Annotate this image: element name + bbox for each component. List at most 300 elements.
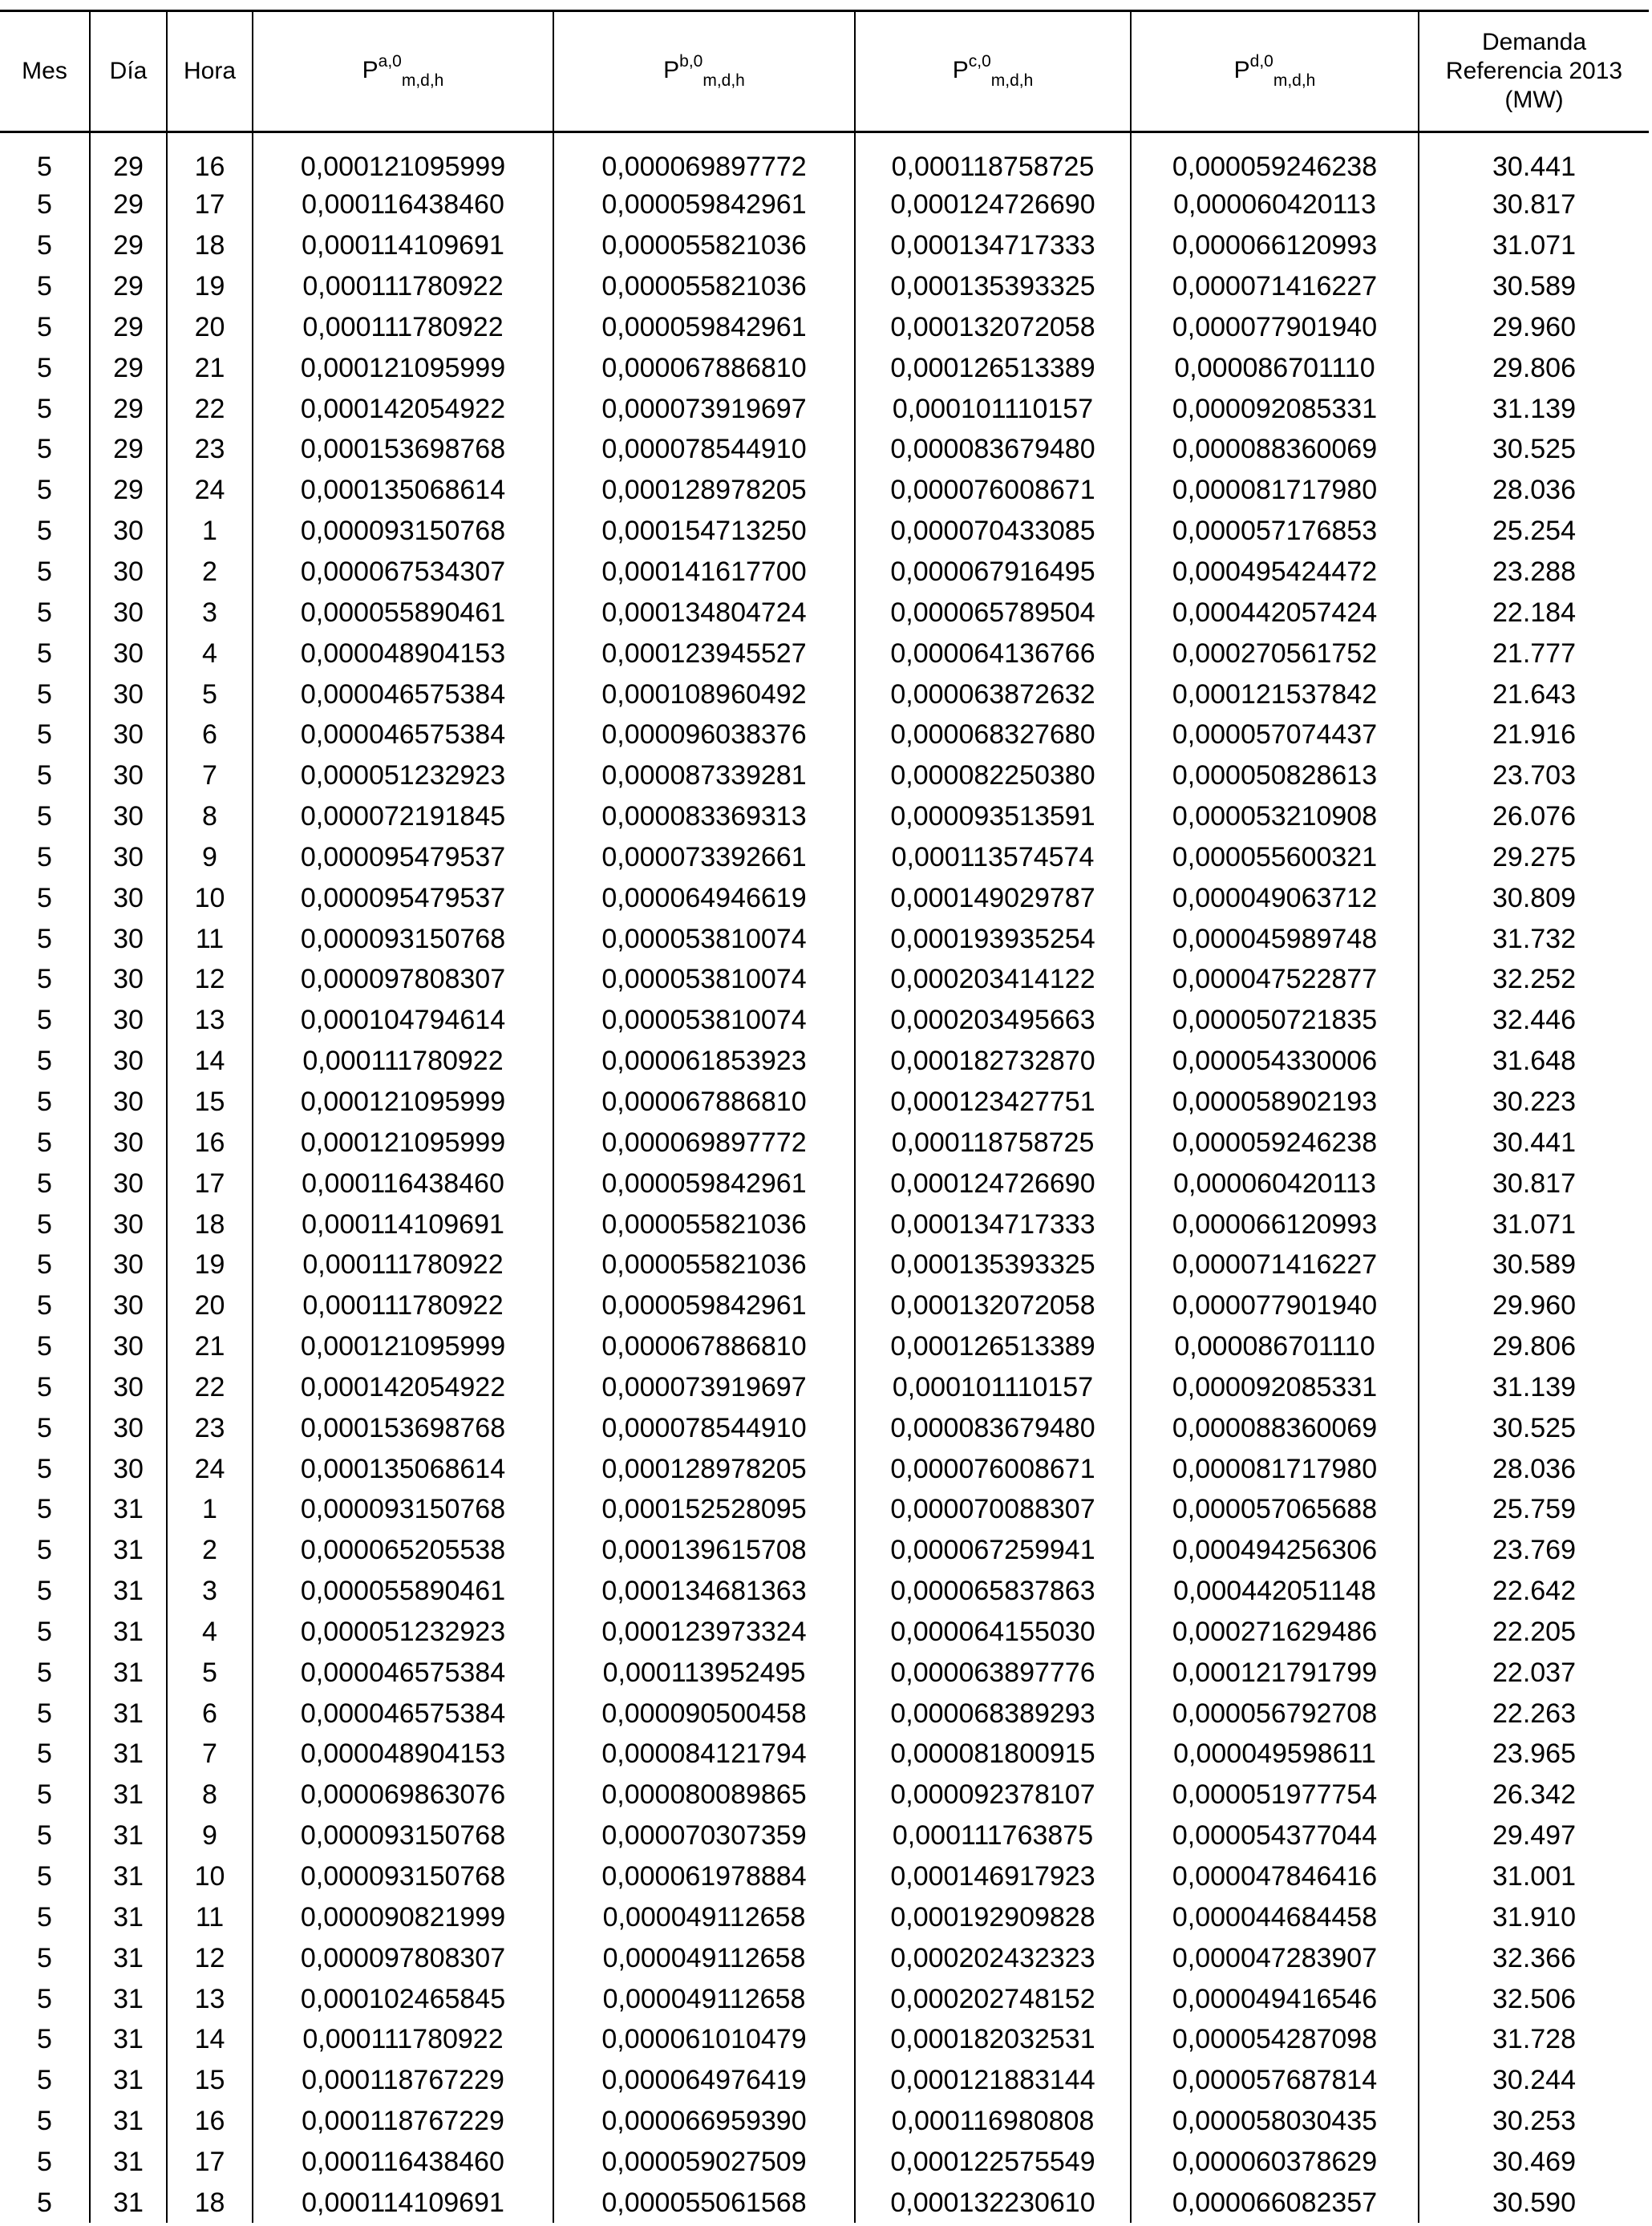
pa-cell: 0,000142054922 xyxy=(253,1366,553,1407)
table-row xyxy=(0,2182,1649,2223)
pb-cell: 0,000059842961 xyxy=(553,184,855,225)
demanda-cell: 32.446 xyxy=(1419,1000,1649,1041)
mes-cell: 5 xyxy=(37,1942,52,1973)
pd-cell: 0,000049598611 xyxy=(1131,1734,1419,1775)
pa-cell: 0,000114109691 xyxy=(253,2182,553,2223)
pc-cell: 0,000101110157 xyxy=(855,388,1131,429)
table-row xyxy=(0,1612,1649,1653)
mes-cell: 5 xyxy=(37,1005,52,1036)
pb-cell: 0,000067886810 xyxy=(553,1082,855,1123)
dia-cell: 30 xyxy=(90,552,167,593)
pa-cell: 0,000093150768 xyxy=(253,511,553,552)
pc-cell: 0,000081800915 xyxy=(855,1734,1131,1775)
demanda-cell: 30.253 xyxy=(1419,2101,1649,2142)
mes-cell: 5 xyxy=(37,882,52,913)
pa-cell: 0,000046575384 xyxy=(253,1693,553,1734)
table-row xyxy=(0,1693,1649,1734)
dia-cell: 30 xyxy=(90,1448,167,1489)
dia-cell: 30 xyxy=(90,755,167,796)
pa-cell: 0,000055890461 xyxy=(253,592,553,633)
demanda-cell: 29.806 xyxy=(1419,347,1649,388)
pd-cell: 0,000092085331 xyxy=(1131,1366,1419,1407)
demanda-cell: 32.506 xyxy=(1419,1978,1649,2019)
pc-cell: 0,000076008671 xyxy=(855,470,1131,511)
table-row xyxy=(0,429,1649,470)
pb-cell: 0,000139615708 xyxy=(553,1530,855,1571)
demanda-cell: 22.037 xyxy=(1419,1652,1649,1693)
demanda-cell: 31.648 xyxy=(1419,1041,1649,1082)
dia-cell: 31 xyxy=(90,1978,167,2019)
hora-cell: 21 xyxy=(167,1326,253,1367)
pb-cell: 0,000059842961 xyxy=(553,1163,855,1204)
pa-cell: 0,000048904153 xyxy=(253,633,553,674)
pc-cell: 0,000182032531 xyxy=(855,2019,1131,2060)
hora-cell: 5 xyxy=(167,1652,253,1693)
mes-cell: 5 xyxy=(37,1331,52,1362)
pa-cell: 0,000093150768 xyxy=(253,1489,553,1530)
pa-cell: 0,000065205538 xyxy=(253,1530,553,1571)
pb-cell: 0,000067886810 xyxy=(553,347,855,388)
pc-cell: 0,000064155030 xyxy=(855,1612,1131,1653)
pb-cell: 0,000123945527 xyxy=(553,633,855,674)
pc-cell: 0,000093513591 xyxy=(855,796,1131,837)
pd-cell: 0,000077901940 xyxy=(1131,307,1419,348)
mes-cell: 5 xyxy=(37,1127,52,1158)
table-row xyxy=(0,1937,1649,1978)
pa-cell: 0,000111780922 xyxy=(253,1245,553,1285)
pd-cell: 0,000059246238 xyxy=(1131,132,1419,185)
header-pa: P$^{a,0}_{m,d,h}$ xyxy=(253,11,553,132)
pc-cell: 0,000068327680 xyxy=(855,714,1131,755)
pb-cell: 0,000064976419 xyxy=(553,2060,855,2101)
dia-cell: 30 xyxy=(90,633,167,674)
pa-cell: 0,000102465845 xyxy=(253,1978,553,2019)
pc-cell: 0,000203414122 xyxy=(855,959,1131,1000)
demanda-cell: 32.366 xyxy=(1419,1937,1649,1978)
pc-cell: 0,000076008671 xyxy=(855,1448,1131,1489)
hora-cell: 18 xyxy=(167,225,253,266)
dia-cell: 29 xyxy=(90,184,167,225)
dia-cell: 30 xyxy=(90,714,167,755)
pa-cell: 0,000135068614 xyxy=(253,1448,553,1489)
demanda-cell: 25.254 xyxy=(1419,511,1649,552)
mes-cell: 5 xyxy=(37,475,52,506)
hora-cell: 10 xyxy=(167,877,253,918)
dia-cell: 31 xyxy=(90,1734,167,1775)
pd-cell: 0,000121791799 xyxy=(1131,1652,1419,1693)
pc-cell: 0,000124726690 xyxy=(855,1163,1131,1204)
demanda-cell: 31.071 xyxy=(1419,1204,1649,1245)
mes-cell: 5 xyxy=(37,1290,52,1321)
hora-cell: 18 xyxy=(167,1204,253,1245)
table-row xyxy=(0,388,1649,429)
pb-cell: 0,000061978884 xyxy=(553,1856,855,1897)
pa-cell: 0,000095479537 xyxy=(253,837,553,878)
pc-cell: 0,000122575549 xyxy=(855,2142,1131,2183)
pb-cell: 0,000055061568 xyxy=(553,2182,855,2223)
pa-cell: 0,000114109691 xyxy=(253,1204,553,1245)
hora-cell: 14 xyxy=(167,2019,253,2060)
mes-cell: 5 xyxy=(37,1371,52,1402)
hora-cell: 24 xyxy=(167,1448,253,1489)
table-row xyxy=(0,1530,1649,1571)
table-row xyxy=(0,1856,1649,1897)
table-row xyxy=(0,307,1649,348)
pb-cell: 0,000059842961 xyxy=(553,1285,855,1326)
demanda-cell: 22.642 xyxy=(1419,1571,1649,1612)
pb-cell: 0,000078544910 xyxy=(553,429,855,470)
pd-cell: 0,000081717980 xyxy=(1131,470,1419,511)
mes-cell: 5 xyxy=(37,1535,52,1566)
demanda-cell: 21.643 xyxy=(1419,674,1649,714)
demanda-cell: 31.732 xyxy=(1419,918,1649,959)
hora-cell: 3 xyxy=(167,1571,253,1612)
hora-cell: 16 xyxy=(167,1122,253,1163)
pb-cell: 0,000128978205 xyxy=(553,1448,855,1489)
pd-cell: 0,000071416227 xyxy=(1131,266,1419,307)
mes-cell: 5 xyxy=(37,597,52,628)
pc-cell: 0,000063872632 xyxy=(855,674,1131,714)
hora-cell: 15 xyxy=(167,2060,253,2101)
demanda-cell: 29.497 xyxy=(1419,1815,1649,1856)
dia-cell: 29 xyxy=(90,266,167,307)
pc-cell: 0,000083679480 xyxy=(855,429,1131,470)
pd-cell: 0,000442057424 xyxy=(1131,592,1419,633)
pb-cell: 0,000053810074 xyxy=(553,1000,855,1041)
mes-cell: 5 xyxy=(37,1208,52,1240)
pb-cell: 0,000066959390 xyxy=(553,2101,855,2142)
pa-cell: 0,000121095999 xyxy=(253,1082,553,1123)
table-row xyxy=(0,511,1649,552)
mes-cell: 5 xyxy=(37,230,52,261)
pc-cell: 0,000118758725 xyxy=(855,1122,1131,1163)
pd-cell: 0,000044684458 xyxy=(1131,1896,1419,1937)
hora-cell: 9 xyxy=(167,1815,253,1856)
demanda-cell: 31.139 xyxy=(1419,388,1649,429)
mes-cell: 5 xyxy=(37,1698,52,1729)
table-row xyxy=(0,2060,1649,2101)
pd-cell: 0,000054287098 xyxy=(1131,2019,1419,2060)
demanda-cell: 21.777 xyxy=(1419,633,1649,674)
demanda-cell: 22.205 xyxy=(1419,1612,1649,1653)
table-row xyxy=(0,755,1649,796)
hora-cell: 10 xyxy=(167,1856,253,1897)
pd-cell: 0,000047283907 xyxy=(1131,1937,1419,1978)
pd-cell: 0,000071416227 xyxy=(1131,1245,1419,1285)
pd-cell: 0,000047846416 xyxy=(1131,1856,1419,1897)
table-row xyxy=(0,1041,1649,1082)
table-row xyxy=(0,1407,1649,1448)
hora-cell: 12 xyxy=(167,1937,253,1978)
pc-cell: 0,000116980808 xyxy=(855,2101,1131,2142)
pa-cell: 0,000090821999 xyxy=(253,1896,553,1937)
demanda-cell: 23.769 xyxy=(1419,1530,1649,1571)
header-hora: Hora xyxy=(167,11,253,132)
pc-cell: 0,000135393325 xyxy=(855,1245,1131,1285)
mes-cell: 5 xyxy=(37,189,52,221)
demanda-cell: 31.910 xyxy=(1419,1896,1649,1937)
pb-cell: 0,000078544910 xyxy=(553,1407,855,1448)
pd-cell: 0,000057176853 xyxy=(1131,511,1419,552)
pa-cell: 0,000118767229 xyxy=(253,2101,553,2142)
pc-cell: 0,000118758725 xyxy=(855,132,1131,185)
pb-cell: 0,000134804724 xyxy=(553,592,855,633)
pb-cell: 0,000069897772 xyxy=(553,1122,855,1163)
pa-cell: 0,000121095999 xyxy=(253,1122,553,1163)
demanda-cell: 30.817 xyxy=(1419,184,1649,225)
pb-cell: 0,000152528095 xyxy=(553,1489,855,1530)
pa-cell: 0,000118767229 xyxy=(253,2060,553,2101)
pb-cell: 0,000053810074 xyxy=(553,918,855,959)
hora-cell: 4 xyxy=(167,1612,253,1653)
pa-cell: 0,000093150768 xyxy=(253,1815,553,1856)
pb-cell: 0,000061010479 xyxy=(553,2019,855,2060)
pa-cell: 0,000097808307 xyxy=(253,1937,553,1978)
mes-cell: 5 xyxy=(37,1453,52,1484)
dia-cell: 30 xyxy=(90,877,167,918)
table-row xyxy=(0,1896,1649,1937)
pb-cell: 0,000080089865 xyxy=(553,1775,855,1815)
pa-cell: 0,000095479537 xyxy=(253,877,553,918)
pb-cell: 0,000067886810 xyxy=(553,1326,855,1367)
table-row xyxy=(0,2101,1649,2142)
table-row xyxy=(0,1366,1649,1407)
header-row xyxy=(0,11,1649,132)
header-dia: Día xyxy=(90,11,167,132)
pb-cell: 0,000049112658 xyxy=(553,1937,855,1978)
dia-cell: 31 xyxy=(90,2142,167,2183)
mes-cell: 5 xyxy=(37,434,52,465)
demanda-cell: 30.469 xyxy=(1419,2142,1649,2183)
table-row xyxy=(0,918,1649,959)
dia-cell: 30 xyxy=(90,1082,167,1123)
dia-cell: 30 xyxy=(90,511,167,552)
pd-cell: 0,000050828613 xyxy=(1131,755,1419,796)
pa-cell: 0,000111780922 xyxy=(253,266,553,307)
pb-cell: 0,000053810074 xyxy=(553,959,855,1000)
dia-cell: 31 xyxy=(90,1937,167,1978)
pa-cell: 0,000093150768 xyxy=(253,918,553,959)
table-row xyxy=(0,837,1649,878)
hora-cell: 11 xyxy=(167,918,253,959)
pd-cell: 0,000049416546 xyxy=(1131,1978,1419,2019)
pc-cell: 0,000063897776 xyxy=(855,1652,1131,1693)
table-row xyxy=(0,225,1649,266)
table-row xyxy=(0,132,1649,185)
pa-cell: 0,000114109691 xyxy=(253,225,553,266)
demanda-cell: 21.916 xyxy=(1419,714,1649,755)
hora-cell: 3 xyxy=(167,592,253,633)
pc-cell: 0,000092378107 xyxy=(855,1775,1131,1815)
hora-cell: 13 xyxy=(167,1000,253,1041)
pa-cell: 0,000072191845 xyxy=(253,796,553,837)
pb-cell: 0,000128978205 xyxy=(553,470,855,511)
pc-cell: 0,000146917923 xyxy=(855,1856,1131,1897)
hora-cell: 17 xyxy=(167,1163,253,1204)
pd-cell: 0,000047522877 xyxy=(1131,959,1419,1000)
mes-cell: 5 xyxy=(37,637,52,669)
dia-cell: 30 xyxy=(90,918,167,959)
pb-cell: 0,000055821036 xyxy=(553,1204,855,1245)
demanda-cell: 29.806 xyxy=(1419,1326,1649,1367)
pd-cell: 0,000058902193 xyxy=(1131,1082,1419,1123)
pa-cell: 0,000046575384 xyxy=(253,674,553,714)
dia-cell: 29 xyxy=(90,470,167,511)
table-row xyxy=(0,1775,1649,1815)
demand-table xyxy=(0,10,1649,2223)
demanda-cell: 30.589 xyxy=(1419,266,1649,307)
dia-cell: 31 xyxy=(90,1815,167,1856)
dia-cell: 29 xyxy=(90,429,167,470)
pd-cell: 0,000060420113 xyxy=(1131,184,1419,225)
table-row xyxy=(0,1326,1649,1367)
table-row xyxy=(0,184,1649,225)
demanda-cell: 26.342 xyxy=(1419,1775,1649,1815)
hora-cell: 19 xyxy=(167,266,253,307)
demanda-cell: 31.139 xyxy=(1419,1366,1649,1407)
dia-cell: 29 xyxy=(90,347,167,388)
pd-cell: 0,000056792708 xyxy=(1131,1693,1419,1734)
hora-cell: 23 xyxy=(167,1407,253,1448)
pc-cell: 0,000101110157 xyxy=(855,1366,1131,1407)
dia-cell: 30 xyxy=(90,1326,167,1367)
pa-cell: 0,000121095999 xyxy=(253,132,553,185)
hora-cell: 16 xyxy=(167,2101,253,2142)
pc-cell: 0,000113574574 xyxy=(855,837,1131,878)
pa-cell: 0,000046575384 xyxy=(253,714,553,755)
dia-cell: 30 xyxy=(90,959,167,1000)
pa-cell: 0,000051232923 xyxy=(253,1612,553,1653)
demanda-cell: 30.817 xyxy=(1419,1163,1649,1204)
pb-cell: 0,000059027509 xyxy=(553,2142,855,2183)
pa-cell: 0,000111780922 xyxy=(253,1041,553,1082)
mes-cell: 5 xyxy=(37,923,52,954)
pd-cell: 0,000059246238 xyxy=(1131,1122,1419,1163)
hora-cell: 12 xyxy=(167,959,253,1000)
demanda-cell: 30.441 xyxy=(1419,1122,1649,1163)
table-row xyxy=(0,347,1649,388)
mes-cell: 5 xyxy=(37,556,52,588)
table-row xyxy=(0,2019,1649,2060)
table-row xyxy=(0,1571,1649,1612)
dia-cell: 30 xyxy=(90,1204,167,1245)
pc-cell: 0,000123427751 xyxy=(855,1082,1131,1123)
header-pc: P$^{c,0}_{m,d,h}$ xyxy=(855,11,1131,132)
demanda-cell: 28.036 xyxy=(1419,1448,1649,1489)
pb-cell: 0,000084121794 xyxy=(553,1734,855,1775)
hora-cell: 18 xyxy=(167,2182,253,2223)
pb-cell: 0,000073919697 xyxy=(553,388,855,429)
dia-cell: 31 xyxy=(90,1612,167,1653)
pc-cell: 0,000193935254 xyxy=(855,918,1131,959)
pa-cell: 0,000153698768 xyxy=(253,429,553,470)
hora-cell: 20 xyxy=(167,1285,253,1326)
dia-cell: 30 xyxy=(90,1163,167,1204)
table-row xyxy=(0,959,1649,1000)
pa-cell: 0,000111780922 xyxy=(253,1285,553,1326)
hora-cell: 2 xyxy=(167,552,253,593)
header-mes: Mes xyxy=(0,11,90,132)
pa-cell: 0,000055890461 xyxy=(253,1571,553,1612)
dia-cell: 31 xyxy=(90,1856,167,1897)
pd-cell: 0,000045989748 xyxy=(1131,918,1419,959)
pd-cell: 0,000060378629 xyxy=(1131,2142,1419,2183)
hora-cell: 2 xyxy=(167,1530,253,1571)
pb-cell: 0,000113952495 xyxy=(553,1652,855,1693)
pd-cell: 0,000495424472 xyxy=(1131,552,1419,593)
hora-cell: 6 xyxy=(167,1693,253,1734)
pa-cell: 0,000111780922 xyxy=(253,2019,553,2060)
dia-cell: 30 xyxy=(90,1000,167,1041)
pc-cell: 0,000067259941 xyxy=(855,1530,1131,1571)
dia-cell: 31 xyxy=(90,1896,167,1937)
pd-cell: 0,000066120993 xyxy=(1131,1204,1419,1245)
pd-cell: 0,000088360069 xyxy=(1131,429,1419,470)
demanda-cell: 31.001 xyxy=(1419,1856,1649,1897)
hora-cell: 11 xyxy=(167,1896,253,1937)
table-row xyxy=(0,2142,1649,2183)
dia-cell: 31 xyxy=(90,2101,167,2142)
demanda-cell: 30.223 xyxy=(1419,1082,1649,1123)
table-row xyxy=(0,266,1649,307)
pa-cell: 0,000135068614 xyxy=(253,470,553,511)
header-pb: P$^{b,0}_{m,d,h}$ xyxy=(553,11,855,132)
mes-cell: 5 xyxy=(37,801,52,832)
pa-cell: 0,000097808307 xyxy=(253,959,553,1000)
header-demanda: Demanda Referencia 2013 (MW) xyxy=(1419,11,1649,132)
mes-cell: 5 xyxy=(37,964,52,995)
pd-cell: 0,000051977754 xyxy=(1131,1775,1419,1815)
demanda-cell: 29.960 xyxy=(1419,1285,1649,1326)
pa-cell: 0,000142054922 xyxy=(253,388,553,429)
mes-cell: 5 xyxy=(37,678,52,710)
table-row xyxy=(0,1489,1649,1530)
pa-cell: 0,000153698768 xyxy=(253,1407,553,1448)
hora-cell: 8 xyxy=(167,796,253,837)
pc-cell: 0,000082250380 xyxy=(855,755,1131,796)
hora-cell: 6 xyxy=(167,714,253,755)
mes-cell: 5 xyxy=(37,1820,52,1852)
dia-cell: 30 xyxy=(90,1245,167,1285)
pa-cell: 0,000067534307 xyxy=(253,552,553,593)
table-row xyxy=(0,552,1649,593)
mes-cell: 5 xyxy=(37,719,52,751)
pc-cell: 0,000067916495 xyxy=(855,552,1131,593)
mes-cell: 5 xyxy=(37,1046,52,1077)
pa-cell: 0,000104794614 xyxy=(253,1000,553,1041)
table-row xyxy=(0,796,1649,837)
pd-cell: 0,000086701110 xyxy=(1131,1326,1419,1367)
pd-cell: 0,000055600321 xyxy=(1131,837,1419,878)
demanda-cell: 30.441 xyxy=(1419,132,1649,185)
pc-cell: 0,000182732870 xyxy=(855,1041,1131,1082)
table-row xyxy=(0,1285,1649,1326)
dia-cell: 30 xyxy=(90,796,167,837)
pd-cell: 0,000057074437 xyxy=(1131,714,1419,755)
dia-cell: 30 xyxy=(90,1285,167,1326)
pd-cell: 0,000060420113 xyxy=(1131,1163,1419,1204)
demanda-cell: 22.263 xyxy=(1419,1693,1649,1734)
table-row xyxy=(0,1815,1649,1856)
pa-cell: 0,000116438460 xyxy=(253,2142,553,2183)
pc-cell: 0,000083679480 xyxy=(855,1407,1131,1448)
hora-cell: 21 xyxy=(167,347,253,388)
pb-cell: 0,000123973324 xyxy=(553,1612,855,1653)
demanda-cell: 23.288 xyxy=(1419,552,1649,593)
pc-cell: 0,000065837863 xyxy=(855,1571,1131,1612)
hora-cell: 9 xyxy=(167,837,253,878)
mes-cell: 5 xyxy=(37,152,52,182)
